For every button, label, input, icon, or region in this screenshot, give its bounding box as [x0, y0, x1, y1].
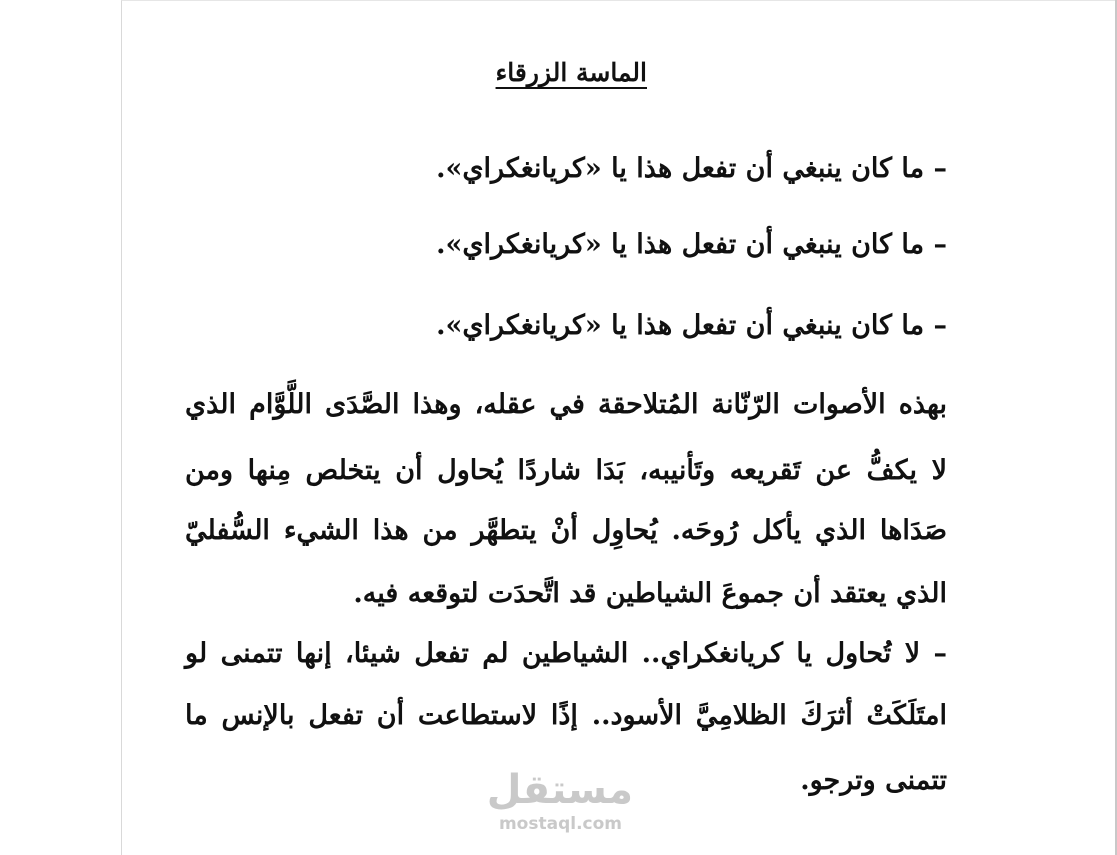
paragraph2-line-1: – لا تُحاول يا كريانغكراي.. الشياطين لم تفعل شيئا، إنها تتمنى لو	[185, 638, 947, 669]
dialogue-line-1: – ما كان ينبغي أن تفعل هذا يا «كريانغكراي».	[436, 153, 947, 184]
dialogue-line-2: – ما كان ينبغي أن تفعل هذا يا «كريانغكراي».	[436, 229, 947, 260]
paragraph2-line-2: امتَلَكَتْ أثرَكَ الظلامِيَّ الأسود.. إذًا لاستطاعت أن تفعل بالإنس ما	[185, 700, 947, 731]
paragraph1-line-2: لا يكفُّ عن تَقريعه وتَأنيبه، بَدَا شاردًا يُحاول أن يتخلص مِنها ومن	[185, 455, 947, 486]
watermark-arabic: مستقل	[486, 767, 633, 813]
watermark-latin: mostaql.com	[498, 814, 623, 834]
mostaql-watermark	[486, 767, 633, 834]
paragraph2-line-3: تتمنى وترجو.	[800, 765, 947, 796]
paragraph1-line-1: بهذه الأصوات الرّنّانة المُتلاحقة في عقله، وهذا الصَّدَى اللَّوَّام الذي	[185, 389, 947, 420]
dialogue-line-3: – ما كان ينبغي أن تفعل هذا يا «كريانغكراي».	[436, 310, 947, 341]
paragraph1-line-3: صَدَاها الذي يأكل رُوحَه. يُحاوِل أنْ يتطهَّر من هذا الشيء السُّفليّ	[185, 515, 947, 546]
paragraph1-line-4: الذي يعتقد أن جموعَ الشياطين قد اتَّحدَت لتوقعه فيه.	[353, 578, 947, 609]
document-title: الماسة الزرقاء	[495, 58, 647, 87]
